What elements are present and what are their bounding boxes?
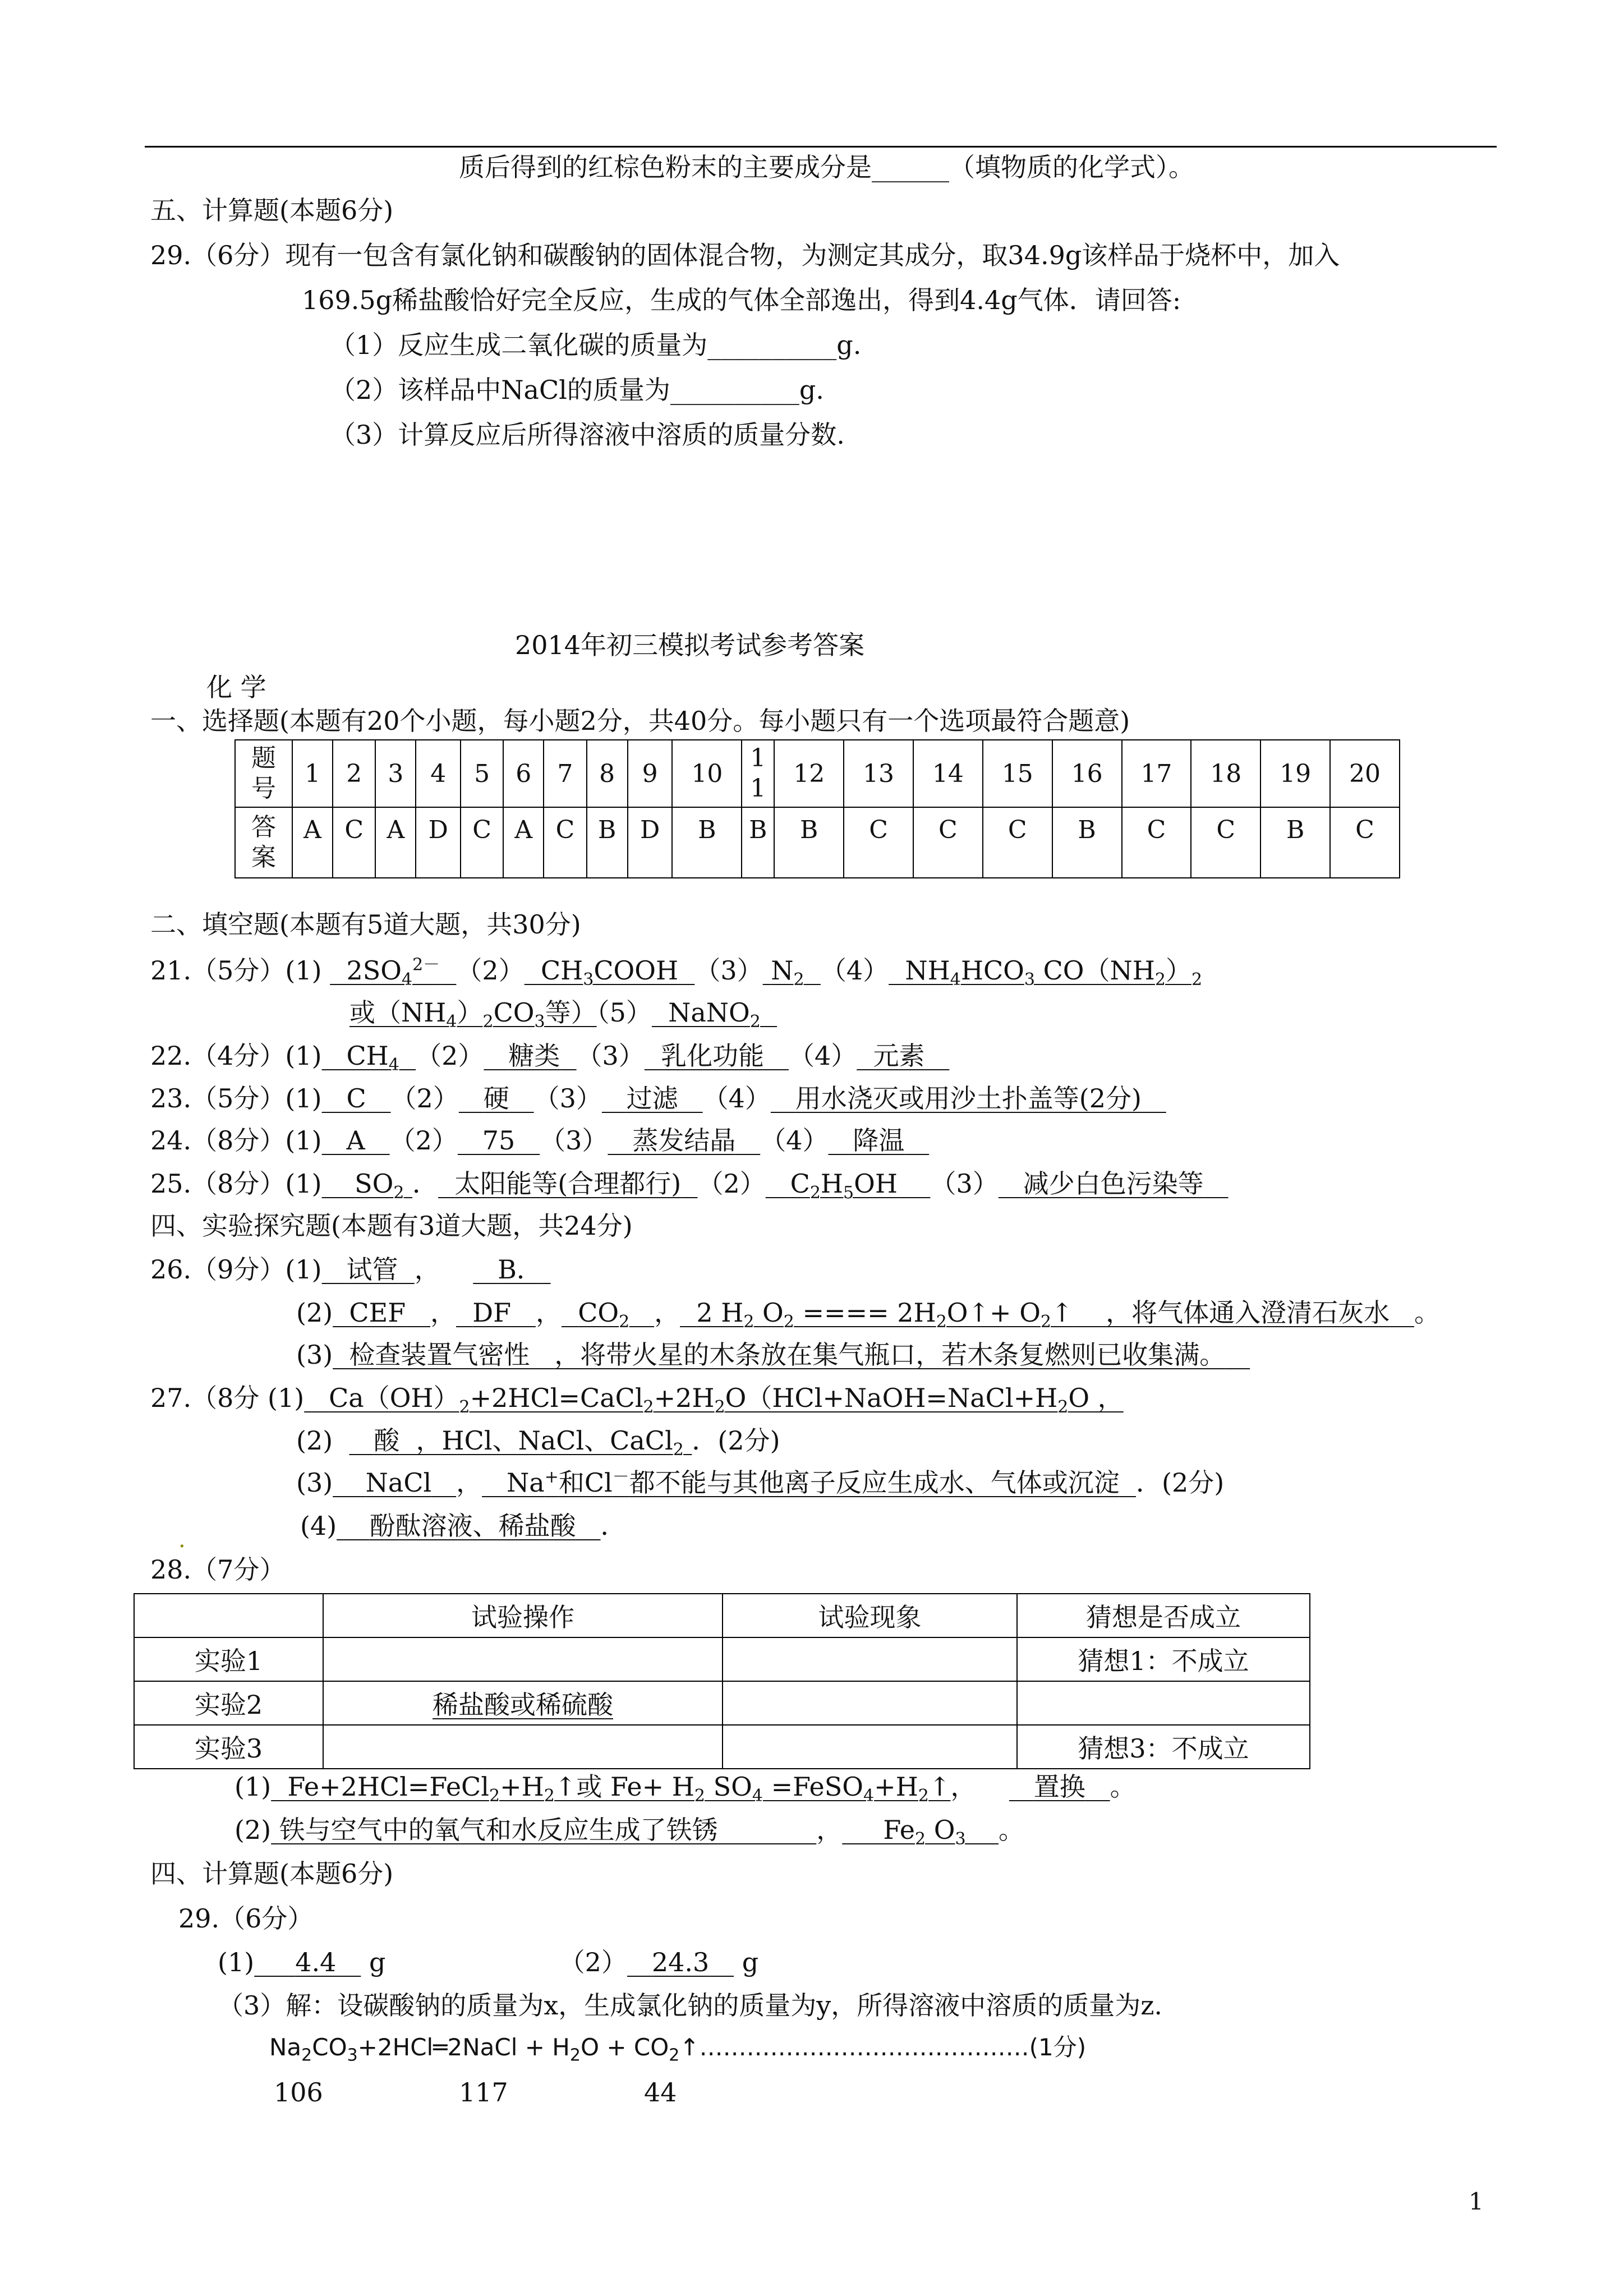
q28-header-cell — [134, 1594, 323, 1637]
q28-cell — [723, 1637, 1017, 1681]
mc-header-answer: 答 案 — [235, 807, 292, 878]
mc-answer: C — [1330, 807, 1400, 878]
q26-answer-2b: DF — [472, 1297, 512, 1328]
q24-answer-4: 降温 — [853, 1125, 905, 1156]
q28-cell — [723, 1725, 1017, 1769]
mc-answer: B — [774, 807, 844, 878]
question-tail: 质后得到的红棕色粉末的主要成分是______（填物质的化学式）。 — [459, 152, 1194, 182]
table-row — [134, 1725, 1310, 1769]
q29-answer-1: 4.4 — [295, 1947, 337, 1977]
mc-answer: B — [1052, 807, 1122, 878]
q28-sub2: (2) 铁与空气中的氧气和水反应生成了铁锈 ， $Fe_2$ $O_3$ 。 — [234, 1815, 1025, 1849]
header-rule — [145, 146, 1497, 148]
mc-number: 2 — [333, 740, 375, 807]
mc-number-row — [235, 740, 1400, 807]
q26-answer-2d: 2 $H_2$ $O_2$ ==== $2H_2O↑+$ $O_2↑$ ，将气体通入澄清石灰水 — [696, 1297, 1390, 1332]
mc-answer: B — [1260, 807, 1330, 878]
q28-cell: 实验3 — [134, 1725, 323, 1769]
section-5-heading: 五、计算题(本题6分) — [150, 195, 394, 226]
q28-experiment-table — [134, 1593, 1310, 1769]
stray-mark: . — [178, 1527, 186, 1553]
q28-header-row — [134, 1594, 1310, 1637]
q28-cell — [1017, 1681, 1310, 1725]
q24-answer-1: A — [346, 1125, 365, 1156]
q21-answer-2: $CH_3COOH$ — [540, 955, 679, 990]
q22-answer-3: 乳化功能 — [661, 1041, 765, 1071]
page-number: 1 — [1469, 2188, 1484, 2215]
mc-answer-row — [235, 807, 1400, 878]
q28-answer-2b: $Fe_2$ $O_3$ — [883, 1815, 966, 1849]
q28-lead: 28.（7分） — [150, 1554, 286, 1585]
q26-line1: 26.（9分）(1) 试管 ， B． — [150, 1253, 551, 1286]
section-1-heading: 一、选择题(本题有20个小题，每小题2分，共40分。每小题只有一个选项最符合题意) — [150, 706, 1130, 736]
q27-answer-3a: NaCl — [365, 1467, 432, 1498]
section-4-heading: 四、实验探究题(本题有3道大题，共24分) — [150, 1211, 633, 1241]
q24-answer-3: 蒸发结晶 — [632, 1125, 736, 1156]
q28-sub1: (1) $Fe+2HCl=FeCl_2+H_2↑$或 $Fe+ H_2$ $SO_4$ $=FeSO_4+H_2↑$， 置换 。 — [234, 1772, 1136, 1806]
q26-line2: (2) CEF ， DF ， $CO_2$ ， 2 $H_2$ $O_2$ ==== $2H_2O↑+$ $O_2↑$ ，将气体通入澄清石灰水 。 — [296, 1297, 1440, 1332]
mc-number: 6 — [503, 740, 544, 807]
mc-answer: B — [587, 807, 628, 878]
q29-mass-1: 106 — [274, 2077, 323, 2108]
q28-answer-1b: 置换 — [1033, 1772, 1085, 1802]
q21-answer-4: $NH_4HCO_3$ $CO(NH_2)$ — [905, 955, 1191, 990]
q28-cell — [323, 1725, 723, 1769]
q29-solution-text: （3）解：设碳酸钠的质量为x，生成氯化钠的质量为y，所得溶液中溶质的质量为z. — [218, 1990, 1163, 2021]
mc-answer: C — [1122, 807, 1191, 878]
table-row — [134, 1681, 1310, 1725]
mc-number: 16 — [1052, 740, 1122, 807]
mc-answer: C — [333, 807, 375, 878]
q28-cell — [323, 1637, 723, 1681]
mc-answer: A — [503, 807, 544, 878]
q27-line2: (2) 酸 ，HCl、NaCl、CaCl$_2$ ．(2分) — [296, 1425, 780, 1460]
mc-answer: A — [375, 807, 416, 878]
section-2-heading: 二、填空题(本题有5道大题，共30分) — [150, 909, 581, 940]
q28-cell: 猜想3：不成立 — [1017, 1725, 1310, 1769]
q21-answer-4-cont: 或$(NH_4)_2CO_3$等） — [349, 997, 597, 1032]
mc-number: 9 — [628, 740, 673, 807]
q26-answer-1: 试管 — [346, 1254, 398, 1285]
q27-answer-2b: ，HCl、NaCl、CaCl$_2$ — [416, 1425, 684, 1460]
mc-answer: B — [742, 807, 774, 878]
q29-text-line1: 29.（6分）现有一包含有氯化钠和碳酸钠的固体混合物，为测定其成分，取34.9g该样品于烧杯中，加入 — [150, 240, 1340, 270]
q28-cell: 稀盐酸或稀硫酸 — [323, 1681, 723, 1725]
q21-answer-3: $N_2$ — [771, 955, 804, 990]
q22-answer-1: $CH_4$ — [346, 1041, 399, 1075]
q23-line: 23.（5分）(1) C （2） 硬 （3） 过滤 （4） 用水浇灭或用沙土扑盖等(2分) — [150, 1082, 1166, 1115]
multiple-choice-table — [234, 739, 1400, 878]
q25-line: 25.（8分）(1) $SO_2$ ． 太阳能等(合理都行) （2） $C_2H_5OH$ （3） 减少白色污染等 — [150, 1167, 1228, 1200]
q27-line1: 27.（8分 (1) $Ca(OH)_2+2HCl=CaCl_2+2H_2O(HCl+NaOH=NaCl+H_2O$ ， — [150, 1383, 1124, 1418]
section-4b-heading: 四、计算题(本题6分) — [150, 1858, 394, 1889]
q29-answer-2: 24.3 — [651, 1947, 710, 1977]
q25-answer-2: $C_2H_5OH$ — [790, 1168, 898, 1203]
q22-answer-2: 糖类 — [508, 1041, 560, 1071]
answer-title: 2014年初三模拟考试参考答案 — [515, 630, 865, 660]
q29-text-line2: 169.5g稀盐酸恰好完全反应，生成的气体全部逸出，得到4.4g气体．请回答: — [302, 285, 1181, 315]
q29-answer-lead: 29.（6分） — [178, 1903, 314, 1934]
mc-header-question: 题 号 — [235, 740, 292, 807]
mc-number: 12 — [774, 740, 844, 807]
mc-number: 10 — [672, 740, 742, 807]
mc-number: 5 — [461, 740, 503, 807]
q29-mass-3: 44 — [644, 2077, 677, 2108]
mc-number: 15 — [983, 740, 1052, 807]
mc-number: 1 — [292, 740, 333, 807]
mc-number: 13 — [844, 740, 913, 807]
mc-answer: B — [672, 807, 742, 878]
q27-line4: (4) 酚酞溶液、稀盐酸 ． — [300, 1511, 627, 1541]
q29-part2: （2）该样品中NaCl的质量为__________g. — [330, 375, 824, 405]
q25-answer-3: 减少白色污染等 — [1023, 1168, 1204, 1199]
q25-answer-1b: 太阳能等(合理都行) — [454, 1168, 682, 1199]
q27-answer-4: 酚酞溶液、稀盐酸 — [369, 1511, 576, 1541]
q29-part1: （1）反应生成二氧化碳的质量为__________g. — [330, 330, 862, 360]
q22-answer-4: 元素 — [873, 1041, 925, 1071]
q23-answer-1: C — [346, 1083, 366, 1114]
mc-number: 18 — [1191, 740, 1260, 807]
q28-cell: 实验2 — [134, 1681, 323, 1725]
q27-answer-3b: Na+和Cl－都不能与其他离子反应生成水、气体或沉淀 — [507, 1467, 1120, 1498]
mc-answer: C — [983, 807, 1052, 878]
q28-answer-1: $Fe+2HCl=FeCl_2+H_2↑$或 $Fe+ H_2$ $SO_4$ $=FeSO_4+H_2↑$ — [287, 1772, 951, 1806]
q28-cell: 猜想1：不成立 — [1017, 1637, 1310, 1681]
q29-mass-2: 117 — [459, 2077, 508, 2108]
q28-header-cell: 猜想是否成立 — [1017, 1594, 1310, 1637]
q25-answer-1a: $SO_2$ — [355, 1168, 404, 1203]
q26-line3: (3) 检查装置气密性 ，将带火星的木条放在集气瓶口，若木条复燃则已收集满。 — [296, 1338, 1250, 1372]
q21-line2: 或$(NH_4)_2CO_3$等）（5） NaNO$_2$ — [349, 996, 777, 1029]
q26-answer-2c: $CO_2$ — [578, 1297, 630, 1332]
mc-number: 14 — [913, 740, 983, 807]
q28-cell: 实验1 — [134, 1637, 323, 1681]
q27-line3: (3) NaCl ， Na+和Cl－都不能与其他离子反应生成水、气体或沉淀 ．(2分) — [296, 1467, 1225, 1498]
q23-answer-2: 硬 — [483, 1083, 509, 1114]
q26-answer-2a: CEF — [349, 1297, 406, 1328]
q26-answer-1b: B． — [498, 1254, 542, 1285]
mc-answer: C — [544, 807, 586, 878]
mc-answer: A — [292, 807, 333, 878]
mc-number: 20 — [1330, 740, 1400, 807]
q28-header-cell: 试验操作 — [323, 1594, 723, 1637]
q24-line: 24.（8分）(1) A （2） 75 （3） 蒸发结晶 （4） 降温 — [150, 1124, 929, 1157]
q22-line: 22.（4分）(1) $CH_4$ （2） 糖类 （3） 乳化功能 （4） 元素 — [150, 1039, 949, 1073]
mc-number: 8 — [587, 740, 628, 807]
q29-part3: （3）计算反应后所得溶液中溶质的质量分数. — [330, 420, 845, 450]
q29-equation: $Na_2CO_3+2HCl═2NaCl + H_2O$ + $CO_2↑\dots\dots\dots\dots\dots\dots\dots\dots\dots\dots\dots\dots\dots\dots(1$分) — [269, 2033, 1087, 2065]
mc-answer: C — [461, 807, 503, 878]
mc-number: 17 — [1122, 740, 1191, 807]
mc-answer: C — [913, 807, 983, 878]
mc-answer: D — [416, 807, 461, 878]
subject-label: 化 学 — [206, 672, 266, 702]
q24-answer-2: 75 — [482, 1125, 516, 1156]
mc-answer: D — [628, 807, 673, 878]
table-row — [134, 1637, 1310, 1681]
q29-answer-parts: (1) 4.4 g （2） 24.3 g — [218, 1947, 759, 1977]
mc-number: 19 — [1260, 740, 1330, 807]
q23-answer-4: 用水浇灭或用沙土扑盖等(2分) — [795, 1083, 1142, 1114]
q28-cell — [723, 1681, 1017, 1725]
q27-answer-2a: 酸 — [374, 1425, 400, 1456]
mc-number: 3 — [375, 740, 416, 807]
mc-answer: C — [1191, 807, 1260, 878]
q28-header-cell: 试验现象 — [723, 1594, 1017, 1637]
mc-number: 7 — [544, 740, 586, 807]
q26-answer-3: 检查装置气密性 ，将带火星的木条放在集气瓶口，若木条复燃则已收集满。 — [349, 1340, 1226, 1370]
mc-answer: C — [844, 807, 913, 878]
q21-line1: 21.（5分）(1) $2SO_4^{2-}$ （2） $CH_3COOH$ （3） $N_2$ （4） $NH_4HCO_3$ $CO(NH_2)_2$ — [150, 955, 1203, 990]
mc-number: 1 1 — [742, 740, 774, 807]
q27-answer-1: $Ca(OH)_2+2HCl=CaCl_2+2H_2O(HCl+NaOH=NaCl+H_2O$ ， — [329, 1383, 1124, 1418]
q21-answer-5: NaNO$_2$ — [668, 997, 761, 1032]
q28-answer-2: 铁与空气中的氧气和水反应生成了铁锈 — [279, 1815, 718, 1845]
q23-answer-3: 过滤 — [626, 1083, 678, 1114]
mc-number: 4 — [416, 740, 461, 807]
q21-answer-1: $2SO_4^{2-}$ — [346, 955, 440, 990]
